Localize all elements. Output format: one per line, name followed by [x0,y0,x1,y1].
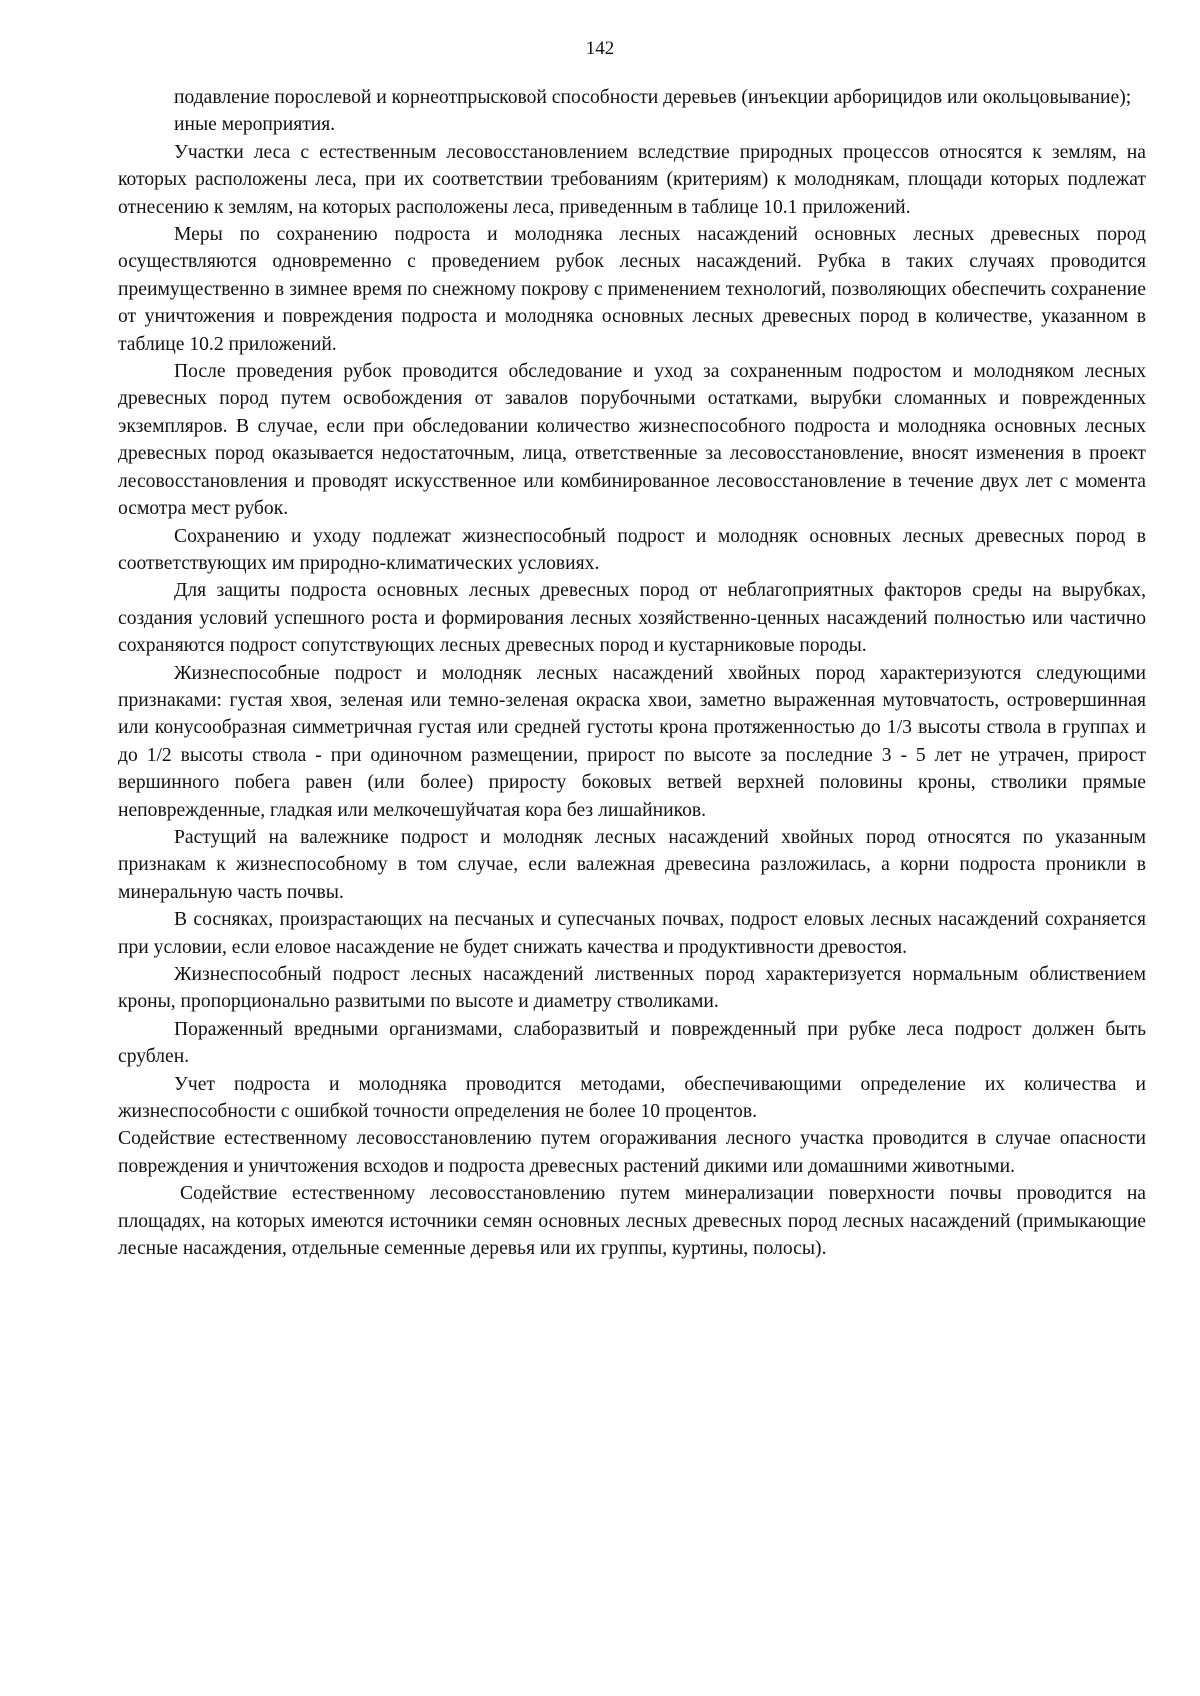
page-number: 142 [585,38,615,59]
document-body [118,84,1146,1262]
paragraph: Жизнеспособные подрост и молодняк лесных насаждений хвойных пород характеризуются следующими признаками: густая хвоя, зеленая или темно-зеленая окраска хвои, заметно выраженная мутовчатость, островершинная или конусообразная симметричная густая или средней густоты крона протяженностью до 1/3 высоты ствола в группах и до 1/2 высоты ствола - при одиночном размещении, прирост по высоте за последние 3 - 5 лет не утрачен, прирост вершинного побега равен (или более) приросту боковых ветвей верхней половины кроны, стволики прямые неповрежденные, гладкая или мелкочешуйчатая кора без лишайников. [118,662,1146,821]
paragraph: После проведения рубок проводится обследование и уход за сохраненным подростом и молодняком лесных древесных пород путем освобождения от завалов порубочными остатками, вырубки сломанных и поврежденных экземпляров. В случае, если при обследовании количество жизнеспособного подроста и молодняка основных лесных древесных пород оказывается недостаточным, лица, ответственные за лесовосстановление, вносят изменения в проект лесовосстановления и проводят искусственное или комбинированное лесовосстановление в течение двух лет с момента осмотра мест рубок. [118,361,1146,520]
paragraph: Сохранению и уходу подлежат жизнеспособный подрост и молодняк основных лесных древесных пород в соответствующих им природно-климатических условиях. [118,525,1146,574]
paragraph: Участки леса с естественным лесовосстановлением вследствие природных процессов относятся к землям, на которых расположены леса, при их соответствии требованиям (критериям) к молоднякам, площади которых подлежат отнесению к землям, на которых расположены леса, приведенным в таблице 10.1 приложений. [118,141,1146,218]
paragraph: Учет подроста и молодняка проводится методами, обеспечивающими определение их количества и жизнеспособности с ошибкой точности определения не более 10 процентов. [118,1073,1146,1123]
paragraph: иные мероприятия. [174,114,336,136]
paragraph: Для защиты подроста основных лесных древесных пород от неблагоприятных факторов среды на вырубках, создания условий успешного роста и формирования лесных хозяйственно-ценных насаждений полностью или частично сохраняются подрост сопутствующих лесных древесных пород и кустарниковые породы. [118,580,1146,657]
paragraph: Жизнеспособный подрост лесных насаждений лиственных пород характеризуется нормальным облиствением кроны, пропорционально развитыми по высоте и диаметру стволиками. [118,964,1146,1013]
paragraph: Растущий на валежнике подрост и молодняк лесных насаждений хвойных пород относятся по указанным признакам к жизнеспособному в том случае, если валежная древесина разложилась, а корни подроста проникли в минеральную часть почвы. [118,826,1146,903]
paragraph: Пораженный вредными организмами, слаборазвитый и поврежденный при рубке леса подрост должен быть срублен. [118,1018,1146,1068]
paragraph: Содействие естественному лесовосстановлению путем минерализации поверхности почвы проводится на площадях, на которых имеются источники семян основных лесных древесных пород лесных насаждений (примыкающие лесные насаждения, отдельные семенные деревья или их группы, куртины, полосы). [118,1183,1146,1260]
paragraph: В сосняках, произрастающих на песчаных и супесчаных почвах, подрост еловых лесных насаждений сохраняется при условии, если еловое насаждение не будет снижать качества и продуктивности древостоя. [118,909,1146,958]
paragraph: Меры по сохранению подроста и молодняка лесных насаждений основных лесных древесных пород осуществляются одновременно с проведением рубок лесных насаждений. Рубка в таких случаях проводится преимущественно в зимнее время по снежному покрову с применением технологий, позволяющих обеспечить сохранение от уничтожения и повреждения подроста и молодняка основных лесных древесных пород в количестве, указанном в таблице 10.2 приложений. [118,224,1146,355]
paragraph: Содействие естественному лесовосстановлению путем огораживания лесного участка проводится в случае опасности повреждения и уничтожения всходов и подроста древесных растений дикими или домашними животными. [118,1128,1146,1177]
paragraph: подавление порослевой и корнеотпрысковой способности деревьев (инъекции арборицидов или окольцовывание); [174,87,1132,108]
